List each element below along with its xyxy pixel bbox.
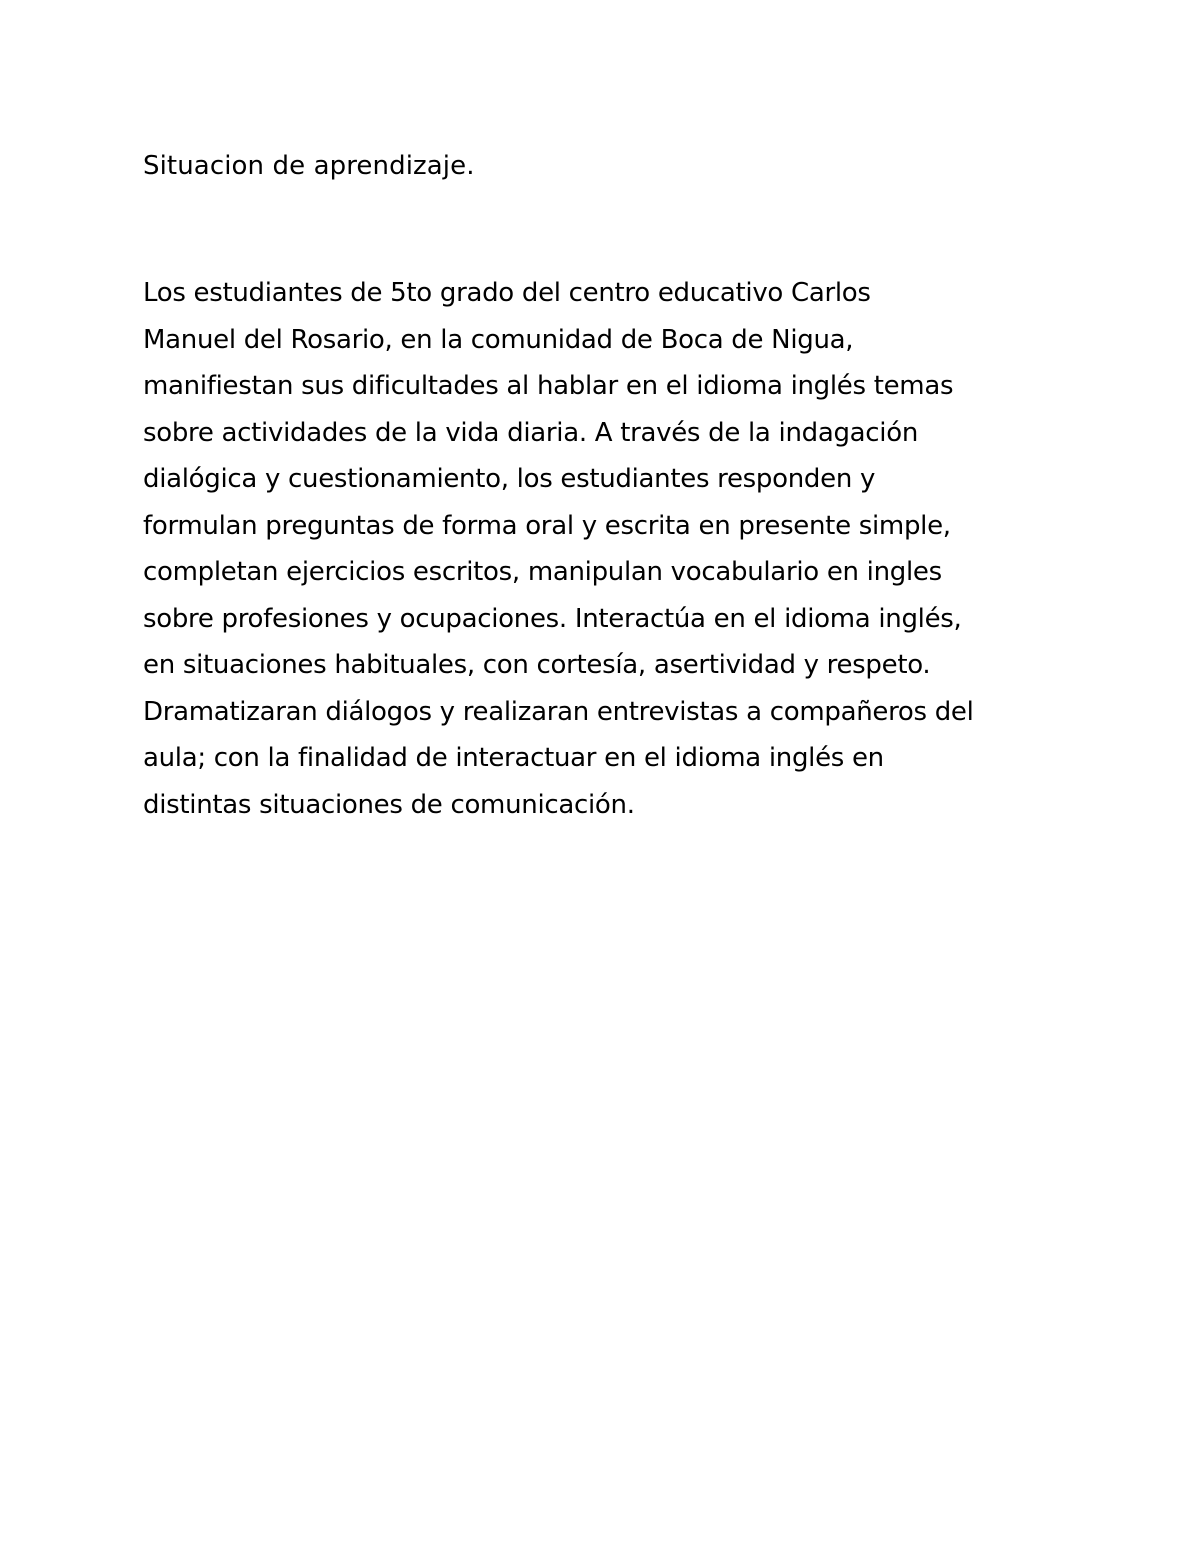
document-body bbox=[143, 270, 1143, 828]
body-line: manifiestan sus dificultades al hablar en el idioma inglés temas bbox=[143, 371, 954, 401]
body-line: formulan preguntas de forma oral y escrita en presente simple, bbox=[143, 510, 951, 541]
body-line: en situaciones habituales, con cortesía, asertividad y respeto. bbox=[143, 650, 931, 680]
document-title: Situacion de aprendizaje. bbox=[143, 151, 475, 181]
body-line: completan ejercicios escritos, manipulan vocabulario en ingles bbox=[143, 557, 942, 587]
body-line: Los estudiantes de 5to grado del centro educativo Carlos bbox=[143, 278, 871, 308]
body-line: Dramatizaran diálogos y realizaran entrevistas a compañeros del bbox=[143, 696, 974, 727]
body-line: aula; con la finalidad de interactuar en el idioma inglés en bbox=[143, 743, 884, 773]
body-line: sobre profesiones y ocupaciones. Interactúa en el idioma inglés, bbox=[143, 603, 962, 634]
body-line: sobre actividades de la vida diaria. A través de la indagación bbox=[143, 417, 918, 448]
body-line: distintas situaciones de comunicación. bbox=[143, 789, 635, 820]
body-line: Manuel del Rosario, en la comunidad de Boca de Nigua, bbox=[143, 324, 854, 355]
body-line: dialógica y cuestionamiento, los estudiantes responden y bbox=[143, 464, 876, 494]
